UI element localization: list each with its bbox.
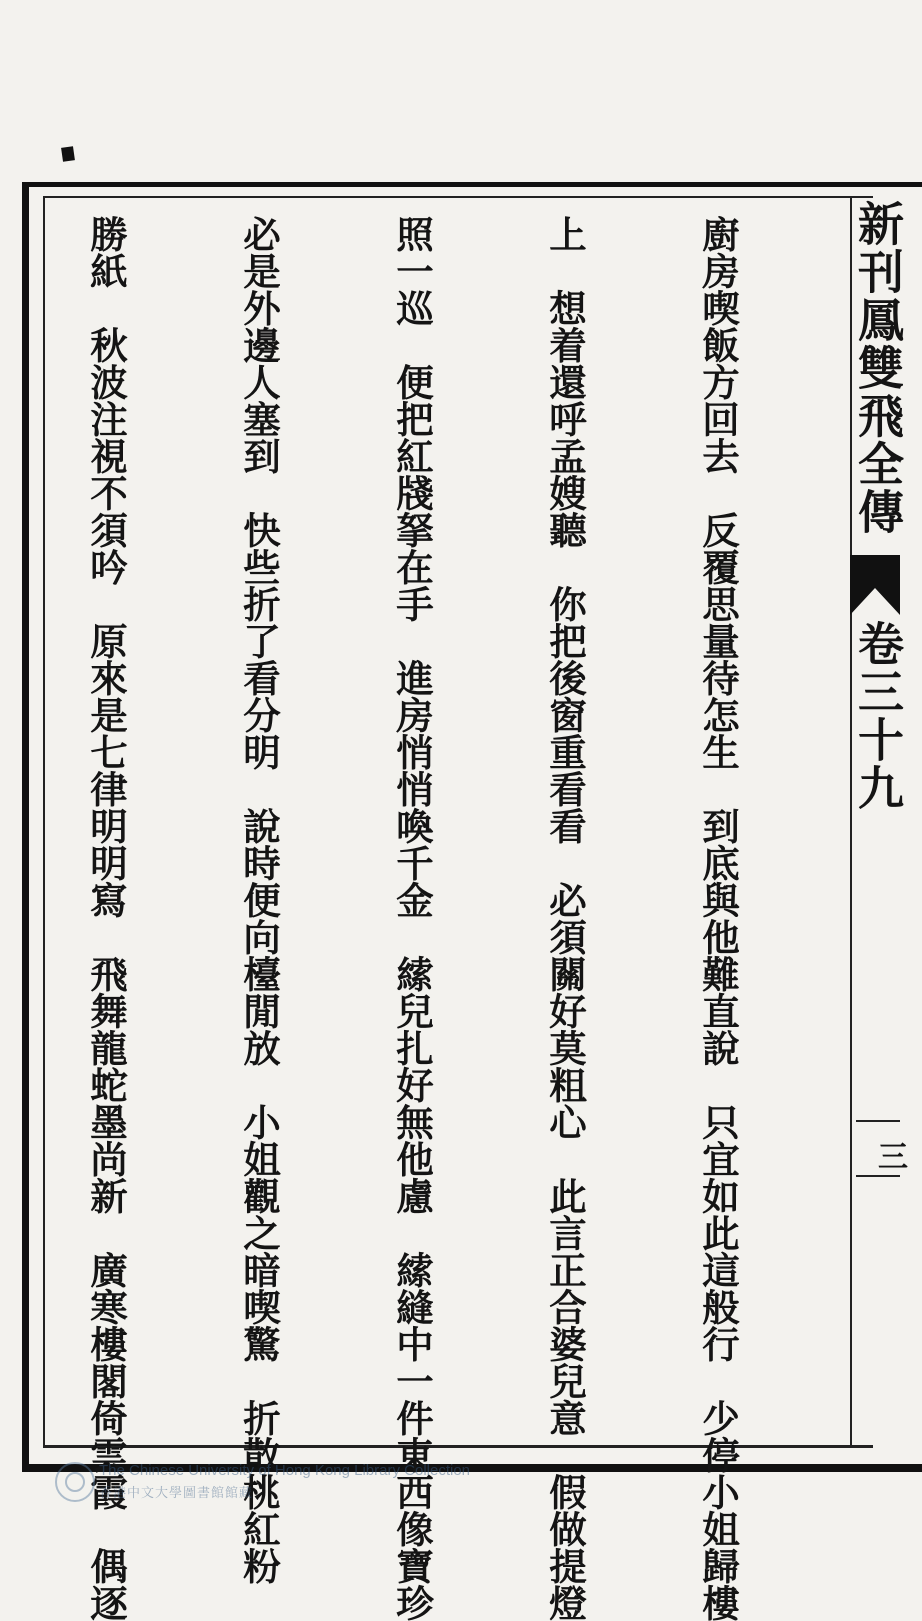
text-column: 廚房喫飯方回去 反覆思量待怎生 到底與他難直說 只宜如此這般行 少停小姐歸樓 [696,215,740,1621]
page-number: 三 [878,1140,908,1175]
library-seal-icon [55,1462,95,1502]
page-number-rule-bottom [856,1175,900,1177]
text-column: 照一巡 便把紅牋拏在手 進房悄悄喚千金 䌇兒扎好無他慮 䌇縫中一件東西像寶珍 [390,215,434,1621]
text-column: 上 想着還呼孟嫂聽 你把後窗重看看 必須關好莫粗心 此言正合婆兒意 假做提燈 [543,215,587,1621]
book-title: 新刊鳳雙飛全傳 [851,200,905,536]
text-column: 勝紙 秋波注視不須吟 原來是七律明明寫 飛舞龍蛇墨尚新 廣寒樓閣倚雲霞 偶逐 [84,215,128,1621]
watermark-chinese: 香港中文大學圖書館館藏 [99,1486,254,1501]
watermark-english: The Chinese University of Hong Kong Library Collection [99,1462,471,1479]
library-watermark [55,1458,655,1503]
ink-speck [61,146,75,162]
volume-label: 卷三十九 [851,620,905,812]
page-number-rule-top [856,1120,900,1122]
text-column: 必是外邊人塞到 快些折了看分明 說時便向檯閒放 小姐觀之暗喫驚 折散桃紅粉 [237,215,281,1584]
